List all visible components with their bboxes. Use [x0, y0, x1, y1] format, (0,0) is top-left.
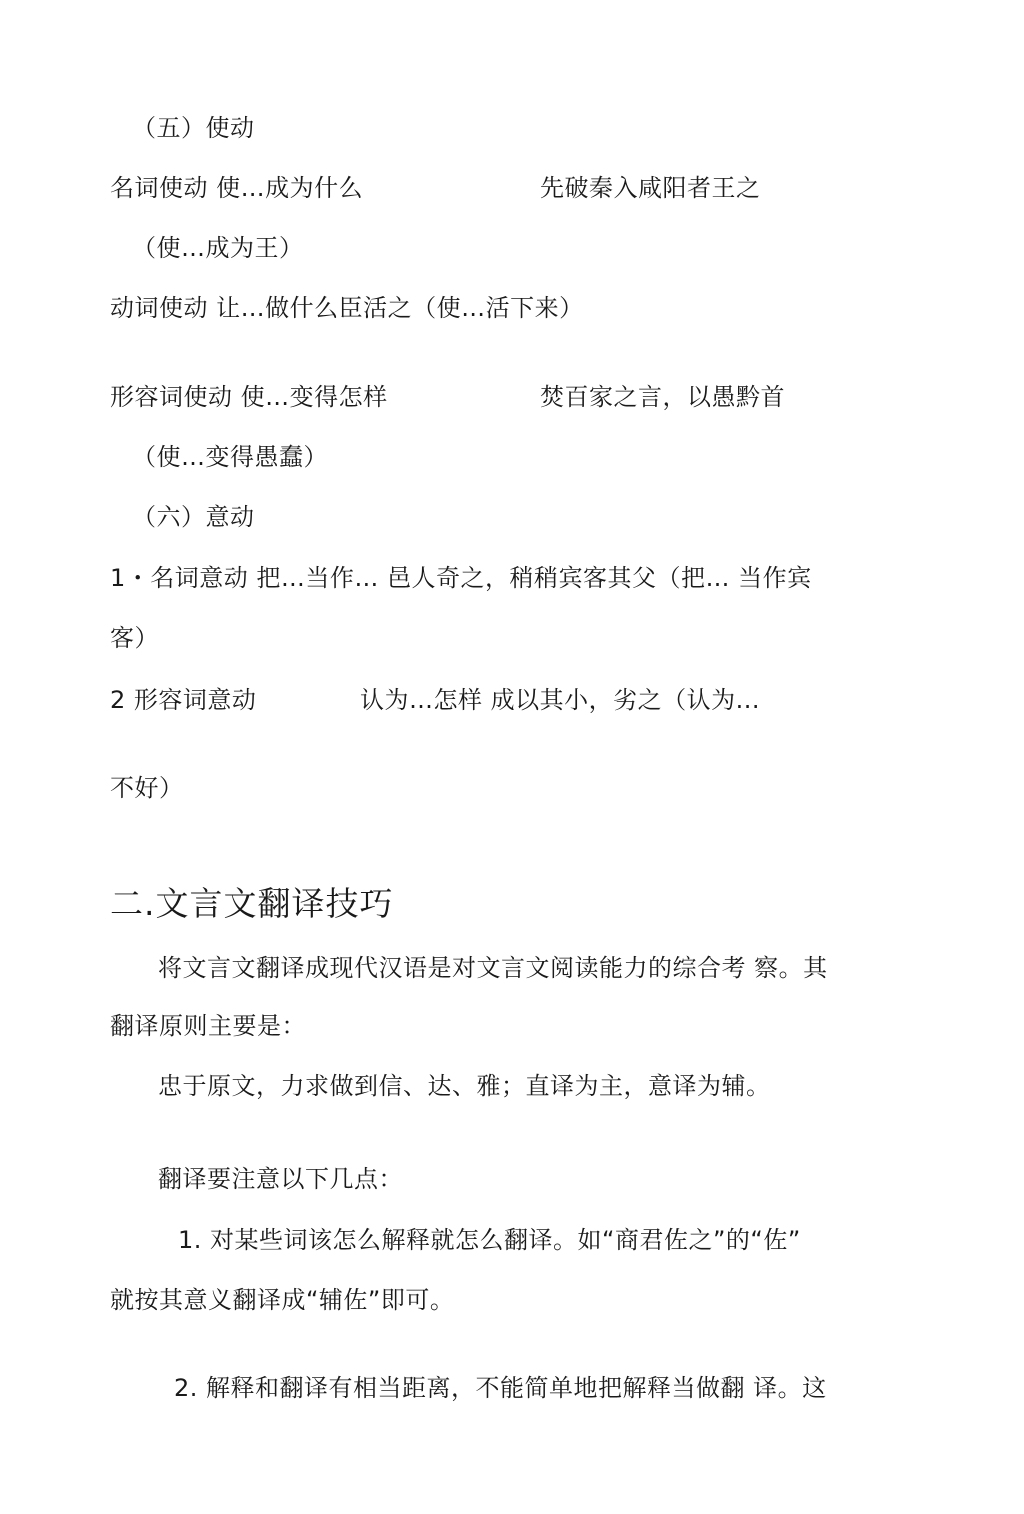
section-5-heading: （五）使动	[132, 114, 255, 142]
part-2-title: 二.文言文翻译技巧	[110, 884, 394, 923]
noun-causative-label: 名词使动 使…成为什么	[110, 174, 364, 202]
point-2-line-1: 2. 解释和翻译有相当距离，不能简单地把解释当做翻 译。这	[174, 1374, 827, 1402]
notes-intro: 翻译要注意以下几点：	[158, 1165, 403, 1193]
noun-causative-example: 先破秦入咸阳者王之	[540, 174, 761, 202]
noun-putative-line: 1・名词意动 把…当作… 邑人奇之，稍稍宾客其父（把… 当作宾	[110, 564, 812, 592]
section-6-heading: （六）意动	[132, 503, 255, 531]
noun-causative-gloss: （使…成为王）	[132, 234, 304, 262]
verb-causative-line: 动词使动 让…做什么臣活之（使…活下来）	[110, 294, 584, 322]
adj-putative-text: 认为…怎样 成以其小，劣之（认为...	[360, 686, 761, 714]
intro-paragraph-line-1: 将文言文翻译成现代汉语是对文言文阅读能力的综合考 察。其	[158, 954, 828, 982]
adj-causative-gloss: （使…变得愚蠢）	[132, 443, 328, 471]
adj-putative-line-2: 不好）	[110, 774, 184, 802]
adj-putative-label: 2 形容词意动	[110, 686, 257, 714]
point-1-line-1: 1. 对某些词该怎么解释就怎么翻译。如“商君佐之”的“佐”	[178, 1226, 801, 1254]
adj-causative-example: 焚百家之言，以愚黔首	[540, 383, 785, 411]
adj-causative-label: 形容词使动 使…变得怎样	[110, 383, 388, 411]
point-1-line-2: 就按其意义翻译成“辅佐”即可。	[110, 1286, 455, 1314]
noun-putative-line-2: 客）	[110, 624, 159, 652]
translation-principle: 忠于原文，力求做到信、达、雅；直译为主，意译为辅。	[158, 1072, 771, 1100]
intro-paragraph-line-2: 翻译原则主要是：	[110, 1012, 306, 1040]
